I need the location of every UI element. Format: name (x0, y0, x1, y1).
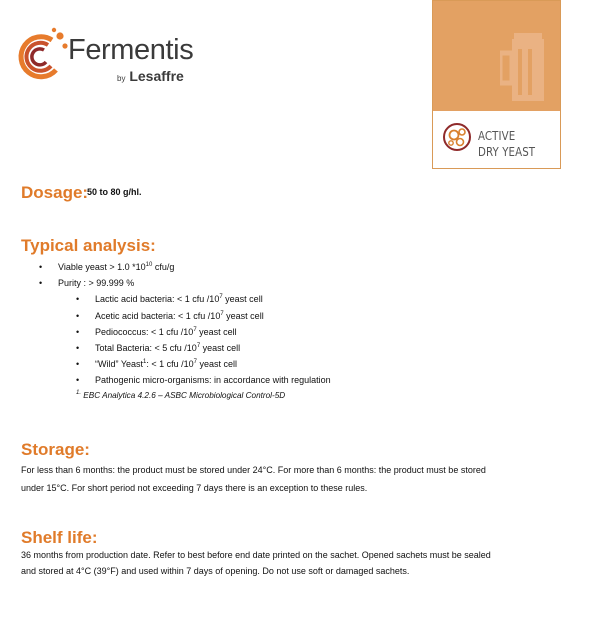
item-text: Lactic acid bacteria: < 1 cfu /10 (95, 294, 220, 304)
item-after: yeast cell (223, 311, 264, 321)
item-text: “Wild” Yeast (95, 359, 144, 369)
shelf-line-1: 36 months from production date. Refer to best before end date printed on the sachet. Opened sachets must be sealed (21, 550, 491, 560)
bullet: • (76, 311, 80, 321)
dosage-heading: Dosage: (21, 183, 89, 202)
badge-line-2: DRY YEAST (478, 144, 536, 159)
item-sup: 7 (196, 343, 201, 349)
bullet: • (76, 327, 80, 337)
item-after: cfu/g (152, 262, 175, 272)
badge-line-1: ACTIVE (478, 128, 516, 143)
shelf-life-heading: Shelf life: (21, 528, 98, 547)
shelf-line-2: and stored at 4°C (39°F) and used within 7 days of opening. Do not use soft or damaged sachets. (21, 566, 410, 576)
item-after: yeast cell (196, 327, 237, 337)
item-after-2: yeast cell (197, 359, 238, 369)
analysis-heading: Typical analysis: (21, 236, 156, 255)
item-text: Total Bacteria: < 5 cfu /10 (95, 343, 197, 353)
bullet: • (76, 294, 80, 304)
active-dry-yeast-badge (432, 0, 561, 169)
item-sup: 10 (145, 262, 153, 268)
footnote-text: EBC Analytica 4.2.6 – ASBC Microbiological Control-5D (83, 391, 286, 400)
storage-line-1: For less than 6 months: the product must be stored under 24°C. For more than 6 months: the product must be stored (21, 465, 486, 475)
footnote-mark: 1. (76, 390, 82, 396)
badge-banner (433, 1, 560, 111)
logo-company-name: Lesaffre (129, 68, 184, 84)
item-text: Acetic acid bacteria: < 1 cfu /10 (95, 311, 221, 321)
item-text: Purity : > 99.999 % (58, 278, 135, 288)
item-sup: 1 (143, 359, 147, 365)
logo-wordmark: Fermentis (68, 34, 194, 66)
storage-line-2: under 15°C. For short period not exceeding 7 days there is an exception to these rules. (21, 482, 368, 493)
item-text: Viable yeast > 1.0 *10 (58, 262, 146, 272)
bullet: • (39, 262, 43, 272)
bullet: • (76, 359, 80, 369)
storage-heading: Storage: (21, 440, 90, 459)
item-sup: 7 (220, 311, 224, 317)
shelf-life-text (21, 547, 571, 579)
item-after: yeast cell (222, 294, 263, 304)
item-text: Pediococcus: < 1 cfu /10 (95, 327, 194, 337)
dosage-value: 50 to 80 g/hl. (87, 187, 142, 197)
logo-by: by (117, 74, 126, 83)
yeast-cells-icon (442, 120, 476, 154)
item-sup-2: 7 (193, 359, 197, 365)
item-sup: 7 (219, 294, 223, 300)
item-after: yeast cell (200, 343, 241, 353)
beer-mug-icon (500, 29, 554, 103)
logo-company (117, 68, 184, 84)
bullet: • (39, 278, 43, 288)
item-sup: 7 (193, 327, 197, 333)
item-after: : < 1 cfu /10 (146, 359, 194, 369)
bullet: • (76, 343, 80, 353)
fermentis-logo-icon (16, 26, 72, 86)
storage-text (21, 462, 571, 497)
bullet: • (76, 375, 80, 385)
footnote (76, 390, 285, 400)
item-text: Pathogenic micro-organisms: in accordance with regulation (95, 375, 331, 385)
